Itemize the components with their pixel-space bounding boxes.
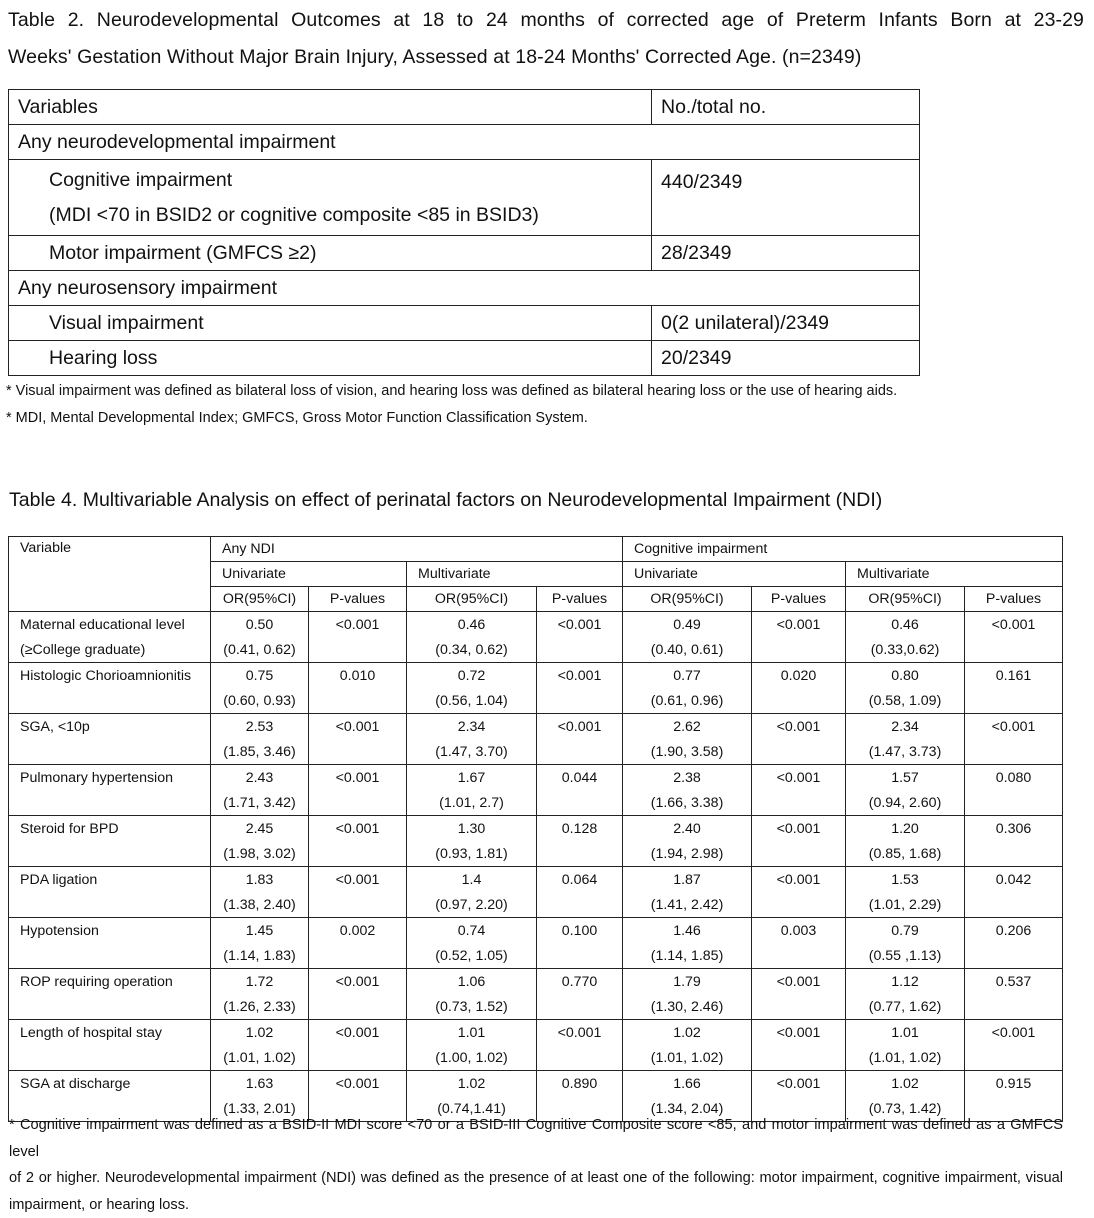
table4-header-univariate: Univariate <box>623 562 846 587</box>
table4-cell-or-value: 1.57 <box>850 766 960 791</box>
table4-cell-or-value: 0.80 <box>850 664 960 689</box>
table4-row-label <box>9 765 211 816</box>
table4-cell-or <box>623 765 752 816</box>
table4-cell-ci-value: (1.98, 3.02) <box>215 842 304 867</box>
table2-row <box>9 236 920 271</box>
table-row <box>9 918 1063 969</box>
table4-cell-or <box>211 816 309 867</box>
table4-cell-or <box>211 1020 309 1071</box>
table4-cell-ci-value: (1.14, 1.83) <box>215 944 304 969</box>
table4-cell-or <box>211 969 309 1020</box>
table4-cell-ci-value: (0.74,1.41) <box>411 1097 532 1122</box>
table4-cell-or-value: 1.79 <box>627 970 747 995</box>
table4-cell-ci-value: (0.73, 1.52) <box>411 995 532 1020</box>
table4-cell-or <box>407 714 537 765</box>
table2-row-value: 440/2349 <box>652 160 920 236</box>
table4-header-any-ndi: Any NDI <box>211 537 623 562</box>
table4-cell-p-value: <0.001 <box>309 1020 407 1071</box>
table4-header-multivariate: Multivariate <box>846 562 1063 587</box>
table4-cell-or <box>623 1020 752 1071</box>
table4-cell-ci-value: (1.00, 1.02) <box>411 1046 532 1071</box>
table4-cell-p-value: <0.001 <box>309 816 407 867</box>
table4-cell-p-value: <0.001 <box>752 612 846 663</box>
table4-footnote <box>9 1112 1063 1218</box>
table4-cell-ci-value: (1.85, 3.46) <box>215 740 304 765</box>
table4-row-label-line1: Maternal educational level <box>20 613 206 638</box>
table4-cell-or <box>211 612 309 663</box>
table4-cell-p-value: <0.001 <box>752 765 846 816</box>
table4-cell-or-value: 2.40 <box>627 817 747 842</box>
table4-cell-ci-value: (0.58, 1.09) <box>850 689 960 714</box>
table-row <box>9 969 1063 1020</box>
table4-row-label <box>9 714 211 765</box>
table4-cell-or-value: 1.66 <box>627 1072 747 1097</box>
table4-cell-p-value: <0.001 <box>965 1020 1063 1071</box>
table4-cell-p-value: <0.001 <box>309 867 407 918</box>
table4-header-variable: Variable <box>9 537 211 612</box>
table4-cell-p-value: <0.001 <box>965 612 1063 663</box>
table2-footnote: * Visual impairment was defined as bilateral loss of vision, and hearing loss was defined as bilateral hearing loss or the use of hearing aids. <box>6 378 897 405</box>
table2-section-label: Any neurosensory impairment <box>9 271 920 306</box>
table2-row-value: 0(2 unilateral)/2349 <box>652 306 920 341</box>
table4-row-label-line1: Steroid for BPD <box>20 817 206 842</box>
table4-cell-p-value: 0.770 <box>537 969 623 1020</box>
table4-cell-p-value: 0.915 <box>965 1071 1063 1122</box>
table4-header-p: P-values <box>965 587 1063 612</box>
table4-cell-or <box>211 663 309 714</box>
table4-cell-or <box>623 867 752 918</box>
table-row <box>9 1020 1063 1071</box>
table2-row-value: 28/2349 <box>652 236 920 271</box>
table4-cell-ci-value: (1.41, 2.42) <box>627 893 747 918</box>
table4 <box>8 536 1063 1122</box>
table4-cell-or-value: 1.72 <box>215 970 304 995</box>
table4-body <box>9 612 1063 1122</box>
table4-cell-p-value: <0.001 <box>537 663 623 714</box>
table4-cell-p-value: <0.001 <box>537 612 623 663</box>
table4-cell-or <box>211 918 309 969</box>
table4-cell-or-value: 1.83 <box>215 868 304 893</box>
table4-cell-or-value: 1.46 <box>627 919 747 944</box>
table4-cell-p-value: <0.001 <box>752 1071 846 1122</box>
table2-header-row <box>9 90 920 125</box>
table4-cell-or-value: 1.30 <box>411 817 532 842</box>
table4-row-label-line1: SGA at discharge <box>20 1072 206 1097</box>
table4-cell-p-value: <0.001 <box>309 1071 407 1122</box>
table4-cell-or-value: 0.50 <box>215 613 304 638</box>
table4-cell-p-value: <0.001 <box>309 969 407 1020</box>
table4-cell-or-value: 0.77 <box>627 664 747 689</box>
table4-cell-p-value: 0.064 <box>537 867 623 918</box>
table4-row-label <box>9 969 211 1020</box>
table4-row-label-line1: SGA, <10p <box>20 715 206 740</box>
table4-caption: Table 4. Multivariable Analysis on effect of perinatal factors on Neurodevelopmental Impairment (NDI) <box>9 484 882 516</box>
table4-cell-p-value: <0.001 <box>752 867 846 918</box>
table4-cell-or <box>846 969 965 1020</box>
table4-cell-or-value: 0.79 <box>850 919 960 944</box>
table4-cell-p-value: <0.001 <box>309 612 407 663</box>
table4-cell-p-value: <0.001 <box>752 969 846 1020</box>
table4-header-or: OR(95%CI) <box>407 587 537 612</box>
table4-cell-or-value: 1.02 <box>411 1072 532 1097</box>
table4-cell-p-value: 0.002 <box>309 918 407 969</box>
table4-row-label-line1: Length of hospital stay <box>20 1021 206 1046</box>
table4-header-p: P-values <box>752 587 846 612</box>
table4-cell-ci-value: (1.90, 3.58) <box>627 740 747 765</box>
table4-cell-p-value: 0.044 <box>537 765 623 816</box>
table4-cell-or-value: 2.53 <box>215 715 304 740</box>
table4-row-label <box>9 1020 211 1071</box>
table4-row-label <box>9 867 211 918</box>
table4-cell-or-value: 1.20 <box>850 817 960 842</box>
table4-cell-or <box>407 663 537 714</box>
table4-row-label-line2: (≥College graduate) <box>20 638 206 663</box>
table4-cell-p-value: <0.001 <box>752 714 846 765</box>
table4-cell-or <box>846 765 965 816</box>
table4-cell-ci-value: (1.38, 2.40) <box>215 893 304 918</box>
table4-cell-or <box>846 714 965 765</box>
table4-footnote-line2: of 2 or higher. Neurodevelopmental impairment (NDI) was defined as the presence of at least one of the following: motor impairment, cognitive impairment, visual <box>9 1165 1063 1192</box>
table4-footnote-line1: * Cognitive impairment was defined as a BSID-II MDI score <70 or a BSID-III Cognitive Composite score <85, and motor impairment was defined as a GMFCS level <box>9 1112 1063 1165</box>
table2-section-row <box>9 271 920 306</box>
table4-cell-or-value: 2.34 <box>850 715 960 740</box>
table4-cell-or <box>623 612 752 663</box>
table4-cell-or <box>623 918 752 969</box>
table2-row <box>9 306 920 341</box>
table4-cell-p-value: <0.001 <box>537 714 623 765</box>
table4-cell-p-value: 0.890 <box>537 1071 623 1122</box>
table4-cell-p-value: <0.001 <box>752 816 846 867</box>
table4-cell-ci-value: (1.30, 2.46) <box>627 995 747 1020</box>
table4-cell-p-value: 0.003 <box>752 918 846 969</box>
table4-cell-or-value: 0.75 <box>215 664 304 689</box>
table4-cell-p-value: 0.010 <box>309 663 407 714</box>
table4-cell-ci-value: (1.66, 3.38) <box>627 791 747 816</box>
table4-cell-ci-value: (1.47, 3.73) <box>850 740 960 765</box>
table2-caption-line2: Weeks' Gestation Without Major Brain Injury, Assessed at 18-24 Months' Corrected Age. (n=2349) <box>8 39 1084 76</box>
table4-cell-or-value: 1.01 <box>850 1021 960 1046</box>
table2-footnotes <box>6 378 897 432</box>
table4-header-cognitive: Cognitive impairment <box>623 537 1063 562</box>
table2-caption-line1: Table 2. Neurodevelopmental Outcomes at 18 to 24 months of corrected age of Preterm Infants Born at 23-29 <box>8 2 1084 39</box>
table4-cell-ci-value: (1.47, 3.70) <box>411 740 532 765</box>
table4-cell-or-value: 1.06 <box>411 970 532 995</box>
table4-header-p: P-values <box>309 587 407 612</box>
table2-row-label-line1: Cognitive impairment <box>49 163 642 198</box>
table2-header-variables: Variables <box>9 90 652 125</box>
table4-cell-or <box>623 816 752 867</box>
table4-cell-or-value: 0.74 <box>411 919 532 944</box>
table2-row <box>9 341 920 376</box>
table4-cell-or <box>623 969 752 1020</box>
table4-cell-or-value: 1.02 <box>215 1021 304 1046</box>
table4-cell-or-value: 1.12 <box>850 970 960 995</box>
table4-cell-ci-value: (0.56, 1.04) <box>411 689 532 714</box>
table4-cell-p-value: 0.100 <box>537 918 623 969</box>
table4-cell-or <box>211 765 309 816</box>
table-row <box>9 816 1063 867</box>
table4-row-label-line1: ROP requiring operation <box>20 970 206 995</box>
table2-row-label: Visual impairment <box>9 306 652 341</box>
table2 <box>8 89 920 376</box>
table4-cell-ci-value: (1.34, 2.04) <box>627 1097 747 1122</box>
table4-cell-ci-value: (0.33,0.62) <box>850 638 960 663</box>
table4-cell-p-value: 0.161 <box>965 663 1063 714</box>
table4-cell-or-value: 2.34 <box>411 715 532 740</box>
table4-cell-ci-value: (0.40, 0.61) <box>627 638 747 663</box>
table4-row-label-line1: PDA ligation <box>20 868 206 893</box>
table4-cell-or-value: 0.46 <box>850 613 960 638</box>
table4-cell-or-value: 2.62 <box>627 715 747 740</box>
table4-header-or: OR(95%CI) <box>623 587 752 612</box>
table4-row-label-line1: Hypotension <box>20 919 206 944</box>
table4-cell-or <box>211 714 309 765</box>
table4-cell-or <box>846 612 965 663</box>
table4-row-label-line1: Pulmonary hypertension <box>20 766 206 791</box>
table4-row-label-line1: Histologic Chorioamnionitis <box>20 664 206 689</box>
table4-cell-or-value: 1.02 <box>627 1021 747 1046</box>
table4-cell-ci-value: (0.85, 1.68) <box>850 842 960 867</box>
table-row <box>9 612 1063 663</box>
table4-cell-ci-value: (0.97, 2.20) <box>411 893 532 918</box>
table4-cell-ci-value: (0.60, 0.93) <box>215 689 304 714</box>
table4-row-label <box>9 612 211 663</box>
table4-cell-ci-value: (1.01, 1.02) <box>627 1046 747 1071</box>
table2-row-label-line2: (MDI <70 in BSID2 or cognitive composite <85 in BSID3) <box>49 198 642 233</box>
table4-cell-or-value: 2.43 <box>215 766 304 791</box>
table4-cell-or-value: 1.4 <box>411 868 532 893</box>
table4-cell-p-value: <0.001 <box>537 1020 623 1071</box>
table4-header-univariate: Univariate <box>211 562 407 587</box>
table2-row-label <box>9 160 652 236</box>
table4-cell-p-value: 0.080 <box>965 765 1063 816</box>
table2-row-label: Motor impairment (GMFCS ≥2) <box>9 236 652 271</box>
table4-header-row-groups <box>9 537 1063 562</box>
table4-cell-p-value: 0.537 <box>965 969 1063 1020</box>
table2-row-label: Hearing loss <box>9 341 652 376</box>
table4-cell-p-value: 0.042 <box>965 867 1063 918</box>
table4-cell-p-value: <0.001 <box>752 1020 846 1071</box>
table4-cell-p-value: 0.128 <box>537 816 623 867</box>
table4-cell-ci-value: (1.01, 2.29) <box>850 893 960 918</box>
table4-cell-or <box>407 867 537 918</box>
table4-cell-or-value: 1.45 <box>215 919 304 944</box>
table4-header-or: OR(95%CI) <box>846 587 965 612</box>
table2-header-count: No./total no. <box>652 90 920 125</box>
table4-cell-or <box>846 663 965 714</box>
table4-cell-ci-value: (1.01, 2.7) <box>411 791 532 816</box>
table4-cell-or <box>846 816 965 867</box>
table4-cell-or <box>407 816 537 867</box>
table4-cell-p-value: <0.001 <box>309 765 407 816</box>
table4-cell-p-value: 0.020 <box>752 663 846 714</box>
table4-header-p: P-values <box>537 587 623 612</box>
table4-cell-or <box>846 918 965 969</box>
table4-cell-ci-value: (0.73, 1.42) <box>850 1097 960 1122</box>
table4-cell-or-value: 2.38 <box>627 766 747 791</box>
table4-cell-or-value: 0.49 <box>627 613 747 638</box>
table4-row-label <box>9 663 211 714</box>
table4-cell-or-value: 1.02 <box>850 1072 960 1097</box>
table4-cell-or-value: 0.46 <box>411 613 532 638</box>
table4-cell-or-value: 0.72 <box>411 664 532 689</box>
table-row <box>9 714 1063 765</box>
table4-footnote-line3: impairment, or hearing loss. <box>9 1192 1063 1218</box>
table4-cell-or <box>407 918 537 969</box>
table4-cell-ci-value: (1.33, 2.01) <box>215 1097 304 1122</box>
table4-cell-or-value: 1.67 <box>411 766 532 791</box>
table4-cell-or <box>407 612 537 663</box>
table4-cell-ci-value: (1.94, 2.98) <box>627 842 747 867</box>
table4-cell-ci-value: (1.26, 2.33) <box>215 995 304 1020</box>
table4-cell-ci-value: (0.55 ,1.13) <box>850 944 960 969</box>
table4-header-multivariate: Multivariate <box>407 562 623 587</box>
table4-cell-ci-value: (1.01, 1.02) <box>215 1046 304 1071</box>
table4-cell-or-value: 2.45 <box>215 817 304 842</box>
table4-cell-ci-value: (0.61, 0.96) <box>627 689 747 714</box>
table2-section-row <box>9 125 920 160</box>
table4-cell-ci-value: (0.77, 1.62) <box>850 995 960 1020</box>
table4-cell-or <box>846 1020 965 1071</box>
table4-cell-ci-value: (0.41, 0.62) <box>215 638 304 663</box>
table-row <box>9 867 1063 918</box>
table4-cell-ci-value: (1.71, 3.42) <box>215 791 304 816</box>
table4-cell-or <box>407 765 537 816</box>
table4-cell-or <box>211 867 309 918</box>
table4-row-label <box>9 918 211 969</box>
table-row <box>9 663 1063 714</box>
table4-cell-or <box>623 714 752 765</box>
table2-footnote: * MDI, Mental Developmental Index; GMFCS, Gross Motor Function Classification System. <box>6 405 897 432</box>
table4-cell-p-value: <0.001 <box>309 714 407 765</box>
table4-cell-or <box>407 1020 537 1071</box>
table4-cell-ci-value: (1.14, 1.85) <box>627 944 747 969</box>
table2-row-value: 20/2349 <box>652 341 920 376</box>
table4-row-label <box>9 816 211 867</box>
table4-cell-ci-value: (0.52, 1.05) <box>411 944 532 969</box>
table4-cell-ci-value: (1.01, 1.02) <box>850 1046 960 1071</box>
table4-cell-ci-value: (0.94, 2.60) <box>850 791 960 816</box>
table4-cell-or <box>623 663 752 714</box>
table4-cell-p-value: 0.206 <box>965 918 1063 969</box>
table4-cell-p-value: <0.001 <box>965 714 1063 765</box>
table4-cell-ci-value: (0.93, 1.81) <box>411 842 532 867</box>
table4-header-or: OR(95%CI) <box>211 587 309 612</box>
table4-cell-or <box>407 969 537 1020</box>
table2-caption <box>8 2 1084 76</box>
table2-row <box>9 160 920 236</box>
table2-section-label: Any neurodevelopmental impairment <box>9 125 920 160</box>
table4-cell-p-value: 0.306 <box>965 816 1063 867</box>
table4-cell-or-value: 1.87 <box>627 868 747 893</box>
table4-cell-or-value: 1.53 <box>850 868 960 893</box>
table4-cell-or <box>846 867 965 918</box>
table-row <box>9 765 1063 816</box>
table4-cell-or-value: 1.01 <box>411 1021 532 1046</box>
table4-cell-ci-value: (0.34, 0.62) <box>411 638 532 663</box>
table4-cell-or-value: 1.63 <box>215 1072 304 1097</box>
